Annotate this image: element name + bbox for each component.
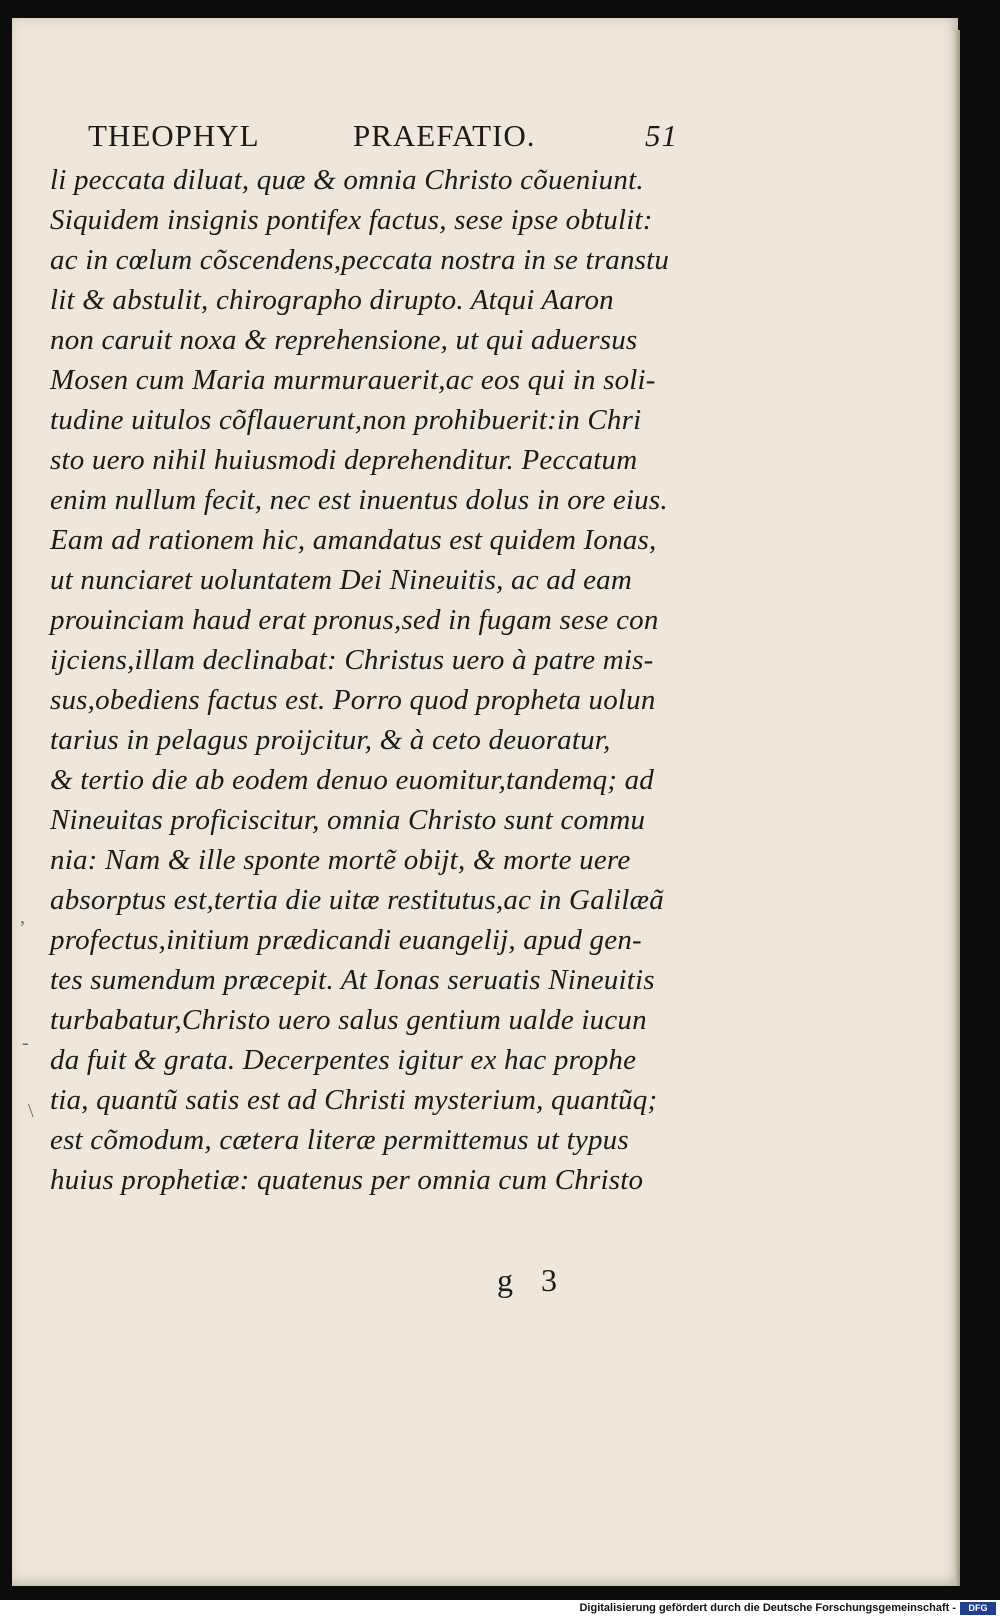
text-line: tia, quantũ satis est ad Christi mysterium, quantũq;	[50, 1084, 658, 1116]
text-line: est cõmodum, cætera literæ permittemus ut typus	[50, 1124, 629, 1156]
text-line: nia: Nam & ille sponte mortẽ obijt, & morte uere	[50, 844, 631, 876]
signature-mark: g 3	[497, 1262, 567, 1298]
text-line: ut nunciaret uoluntatem Dei Nineuitis, ac ad eam	[50, 564, 632, 596]
text-line: Eam ad rationem hic, amandatus est quidem Ionas,	[50, 524, 657, 556]
text-line: Siquidem insignis pontifex factus, sese ipse obtulit:	[50, 204, 653, 236]
footer-credit: Digitalisierung gefördert durch die Deutsche Forschungsgemeinschaft -	[579, 1602, 956, 1614]
header-author: THEOPHYL	[88, 118, 260, 153]
text-line: tudine uitulos cõflauerunt,non prohibuerit:in Chri	[50, 404, 642, 436]
text-line: da fuit & grata. Decerpentes igitur ex hac prophe	[50, 1044, 637, 1076]
text-line: profectus,initium prædicandi euangelij, apud gen-	[50, 924, 642, 956]
page-edge-shadow	[954, 30, 960, 1586]
dfg-logo-icon: DFG	[960, 1602, 996, 1615]
text-line: sto uero nihil huiusmodi deprehenditur. Peccatum	[50, 444, 638, 476]
running-header	[88, 112, 678, 160]
text-line: absorptus est,tertia die uitæ restitutus,ac in Galilæã	[50, 884, 664, 916]
text-line: lit & abstulit, chirographo dirupto. Atqui Aaron	[50, 284, 614, 316]
text-line: Nineuitas proficiscitur, omnia Christo sunt commu	[50, 804, 646, 836]
text-line: tarius in pelagus proijcitur, & à ceto deuoratur,	[50, 724, 611, 756]
header-section: PRAEFATIO.	[353, 118, 536, 153]
text-line: & tertio die ab eodem denuo euomitur,tandemq; ad	[50, 764, 655, 796]
digitization-footer	[0, 1600, 1000, 1618]
text-line: huius prophetiæ: quatenus per omnia cum Christo	[50, 1164, 644, 1196]
text-line: Mosen cum Maria murmurauerit,ac eos qui in soli-	[50, 364, 656, 396]
margin-speck: \	[28, 1100, 34, 1122]
text-line: li peccata diluat, quæ & omnia Christo cõueniunt.	[50, 164, 644, 196]
text-line: ac in cœlum cõscendens,peccata nostra in se transtu	[50, 244, 670, 276]
text-line: sus,obediens factus est. Porro quod propheta uolun	[50, 684, 656, 716]
text-line: non caruit noxa & reprehensione, ut qui aduersus	[50, 324, 638, 356]
page-number: 51	[645, 118, 678, 153]
margin-speck: ,	[20, 906, 25, 928]
text-line: ijciens,illam declinabat: Christus uero à patre mis-	[50, 644, 654, 676]
margin-speck: -	[22, 1032, 29, 1054]
text-line: turbabatur,Christo uero salus gentium ualde iucun	[50, 1004, 647, 1036]
body-text	[50, 160, 690, 1200]
text-line: enim nullum fecit, nec est inuentus dolus in ore eius.	[50, 484, 668, 516]
text-line: tes sumendum præcepit. At Ionas seruatis Nineuitis	[50, 964, 655, 996]
text-line: prouinciam haud erat pronus,sed in fugam sese con	[50, 604, 659, 636]
